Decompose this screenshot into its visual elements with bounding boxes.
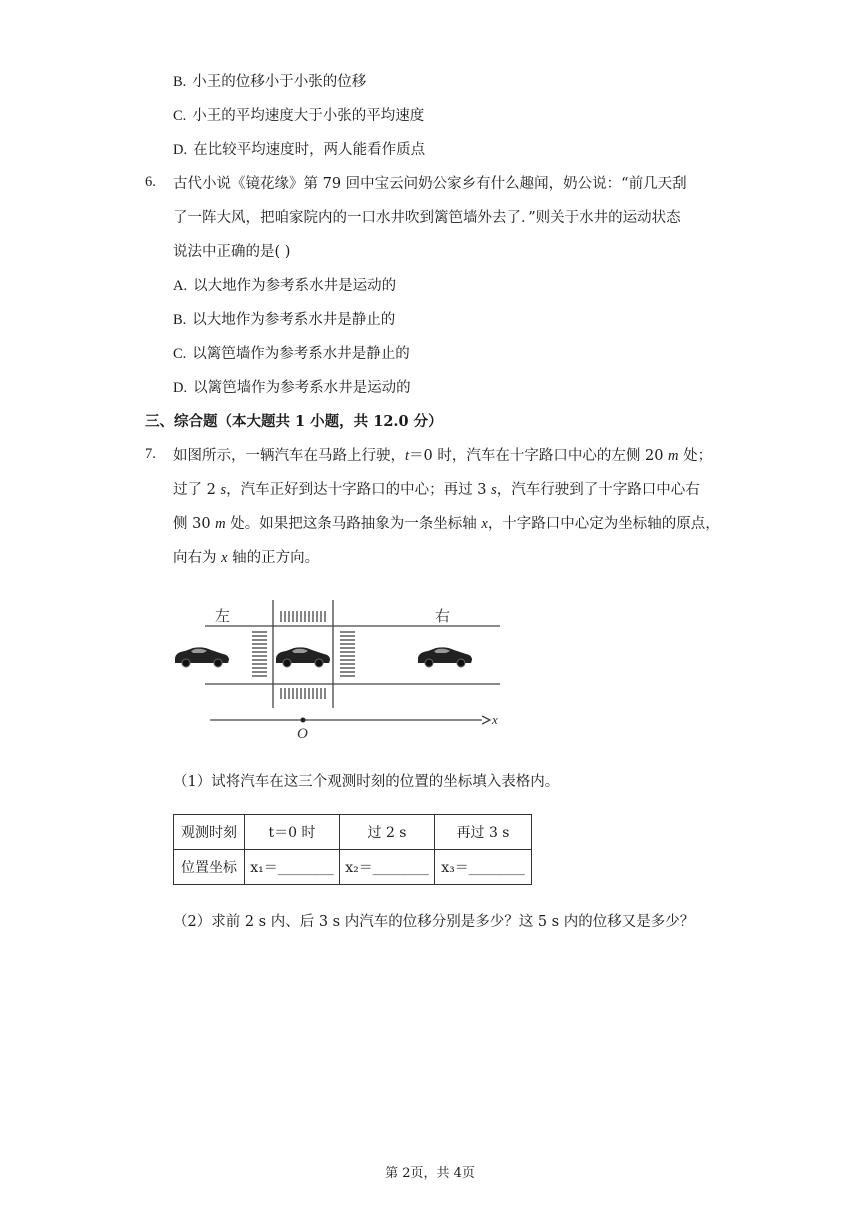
- question-6-line-1: 古代小说《镜花缘》第 79 回中宝云问奶公家乡有什么趣闻，奶公说：“前几天刮: [173, 176, 687, 192]
- origin-label: O: [297, 726, 308, 742]
- question-6-line-3: 说法中正确的是( ): [173, 244, 291, 260]
- question-7-line-4: 向右为 x 轴的正方向。: [173, 550, 320, 566]
- question-7-line-1: 如图所示，一辆汽车在马路上行驶，t＝0 时，汽车在十字路口中心的左侧 20 m 处；: [173, 448, 713, 464]
- page-footer: 第 2页，共 4页: [385, 1166, 475, 1181]
- car-icon: [175, 647, 229, 667]
- question-7-number: 7.: [145, 446, 156, 462]
- question-6-line-2: 了一阵大风，把咱家院内的一口水井吹到篱笆墙外去了．”则关于水井的运动状态: [173, 210, 681, 226]
- table-header-cell: 观测时刻: [174, 815, 245, 850]
- zebra-crossing-top: [281, 611, 325, 622]
- section-3-title: 三、综合题（本大题共 1 小题，共 12.0 分）: [145, 413, 443, 430]
- road-figure: [170, 596, 510, 744]
- question-6-option-a: A. 以大地作为参考系水井是运动的: [173, 278, 397, 294]
- x-axis-arrow-icon: [482, 716, 490, 724]
- axis-label: x: [492, 712, 498, 727]
- answer-blank-x1[interactable]: x₁＝________: [245, 850, 340, 885]
- zebra-crossing-right: [340, 632, 355, 676]
- observation-table: [173, 814, 532, 885]
- question-7-line-3: 侧 30 m 处。如果把这条马路抽象为一条坐标轴 x，十字路口中心定为坐标轴的原点，: [173, 516, 720, 532]
- question-6-option-c: C. 以篱笆墙作为参考系水井是静止的: [173, 346, 410, 362]
- answer-blank-x2[interactable]: x₂＝________: [340, 850, 435, 885]
- question-7-line-2: 过了 2 s，汽车正好到达十字路口的中心；再过 3 s，汽车行驶到了十字路口中心右: [173, 482, 700, 498]
- question-6-number: 6.: [145, 174, 156, 190]
- car-icon: [418, 647, 472, 667]
- table-row-label: 位置坐标: [174, 850, 245, 885]
- table-row: [174, 850, 532, 885]
- car-icon: [276, 647, 330, 667]
- table-header-cell: 再过 3 s: [435, 815, 532, 850]
- answer-blank-x3[interactable]: x₃＝________: [435, 850, 532, 885]
- question-7-sub-2: （2）求前 2 s 内、后 3 s 内汽车的位移分别是多少？这 5 s 内的位移又是多少？: [173, 914, 695, 930]
- right-label: 右: [435, 607, 451, 625]
- question-6-option-d: D. 以篱笆墙作为参考系水井是运动的: [173, 380, 411, 396]
- option-b-prev: B. 小王的位移小于小张的位移: [173, 74, 367, 90]
- origin-point: [301, 718, 306, 723]
- option-d-prev: D. 在比较平均速度时，两人能看作质点: [173, 142, 426, 158]
- question-6-option-b: B. 以大地作为参考系水井是静止的: [173, 312, 396, 328]
- left-label: 左: [215, 607, 231, 625]
- table-header-cell: 过 2 s: [340, 815, 435, 850]
- table-header-cell: t＝0 时: [245, 815, 340, 850]
- question-7-sub-1: （1）试将汽车在这三个观测时刻的位置的坐标填入表格内。: [173, 774, 560, 790]
- table-row: [174, 815, 532, 850]
- zebra-crossing-left: [252, 632, 267, 676]
- option-c-prev: C. 小王的平均速度大于小张的平均速度: [173, 108, 425, 124]
- zebra-crossing-bottom: [281, 688, 325, 699]
